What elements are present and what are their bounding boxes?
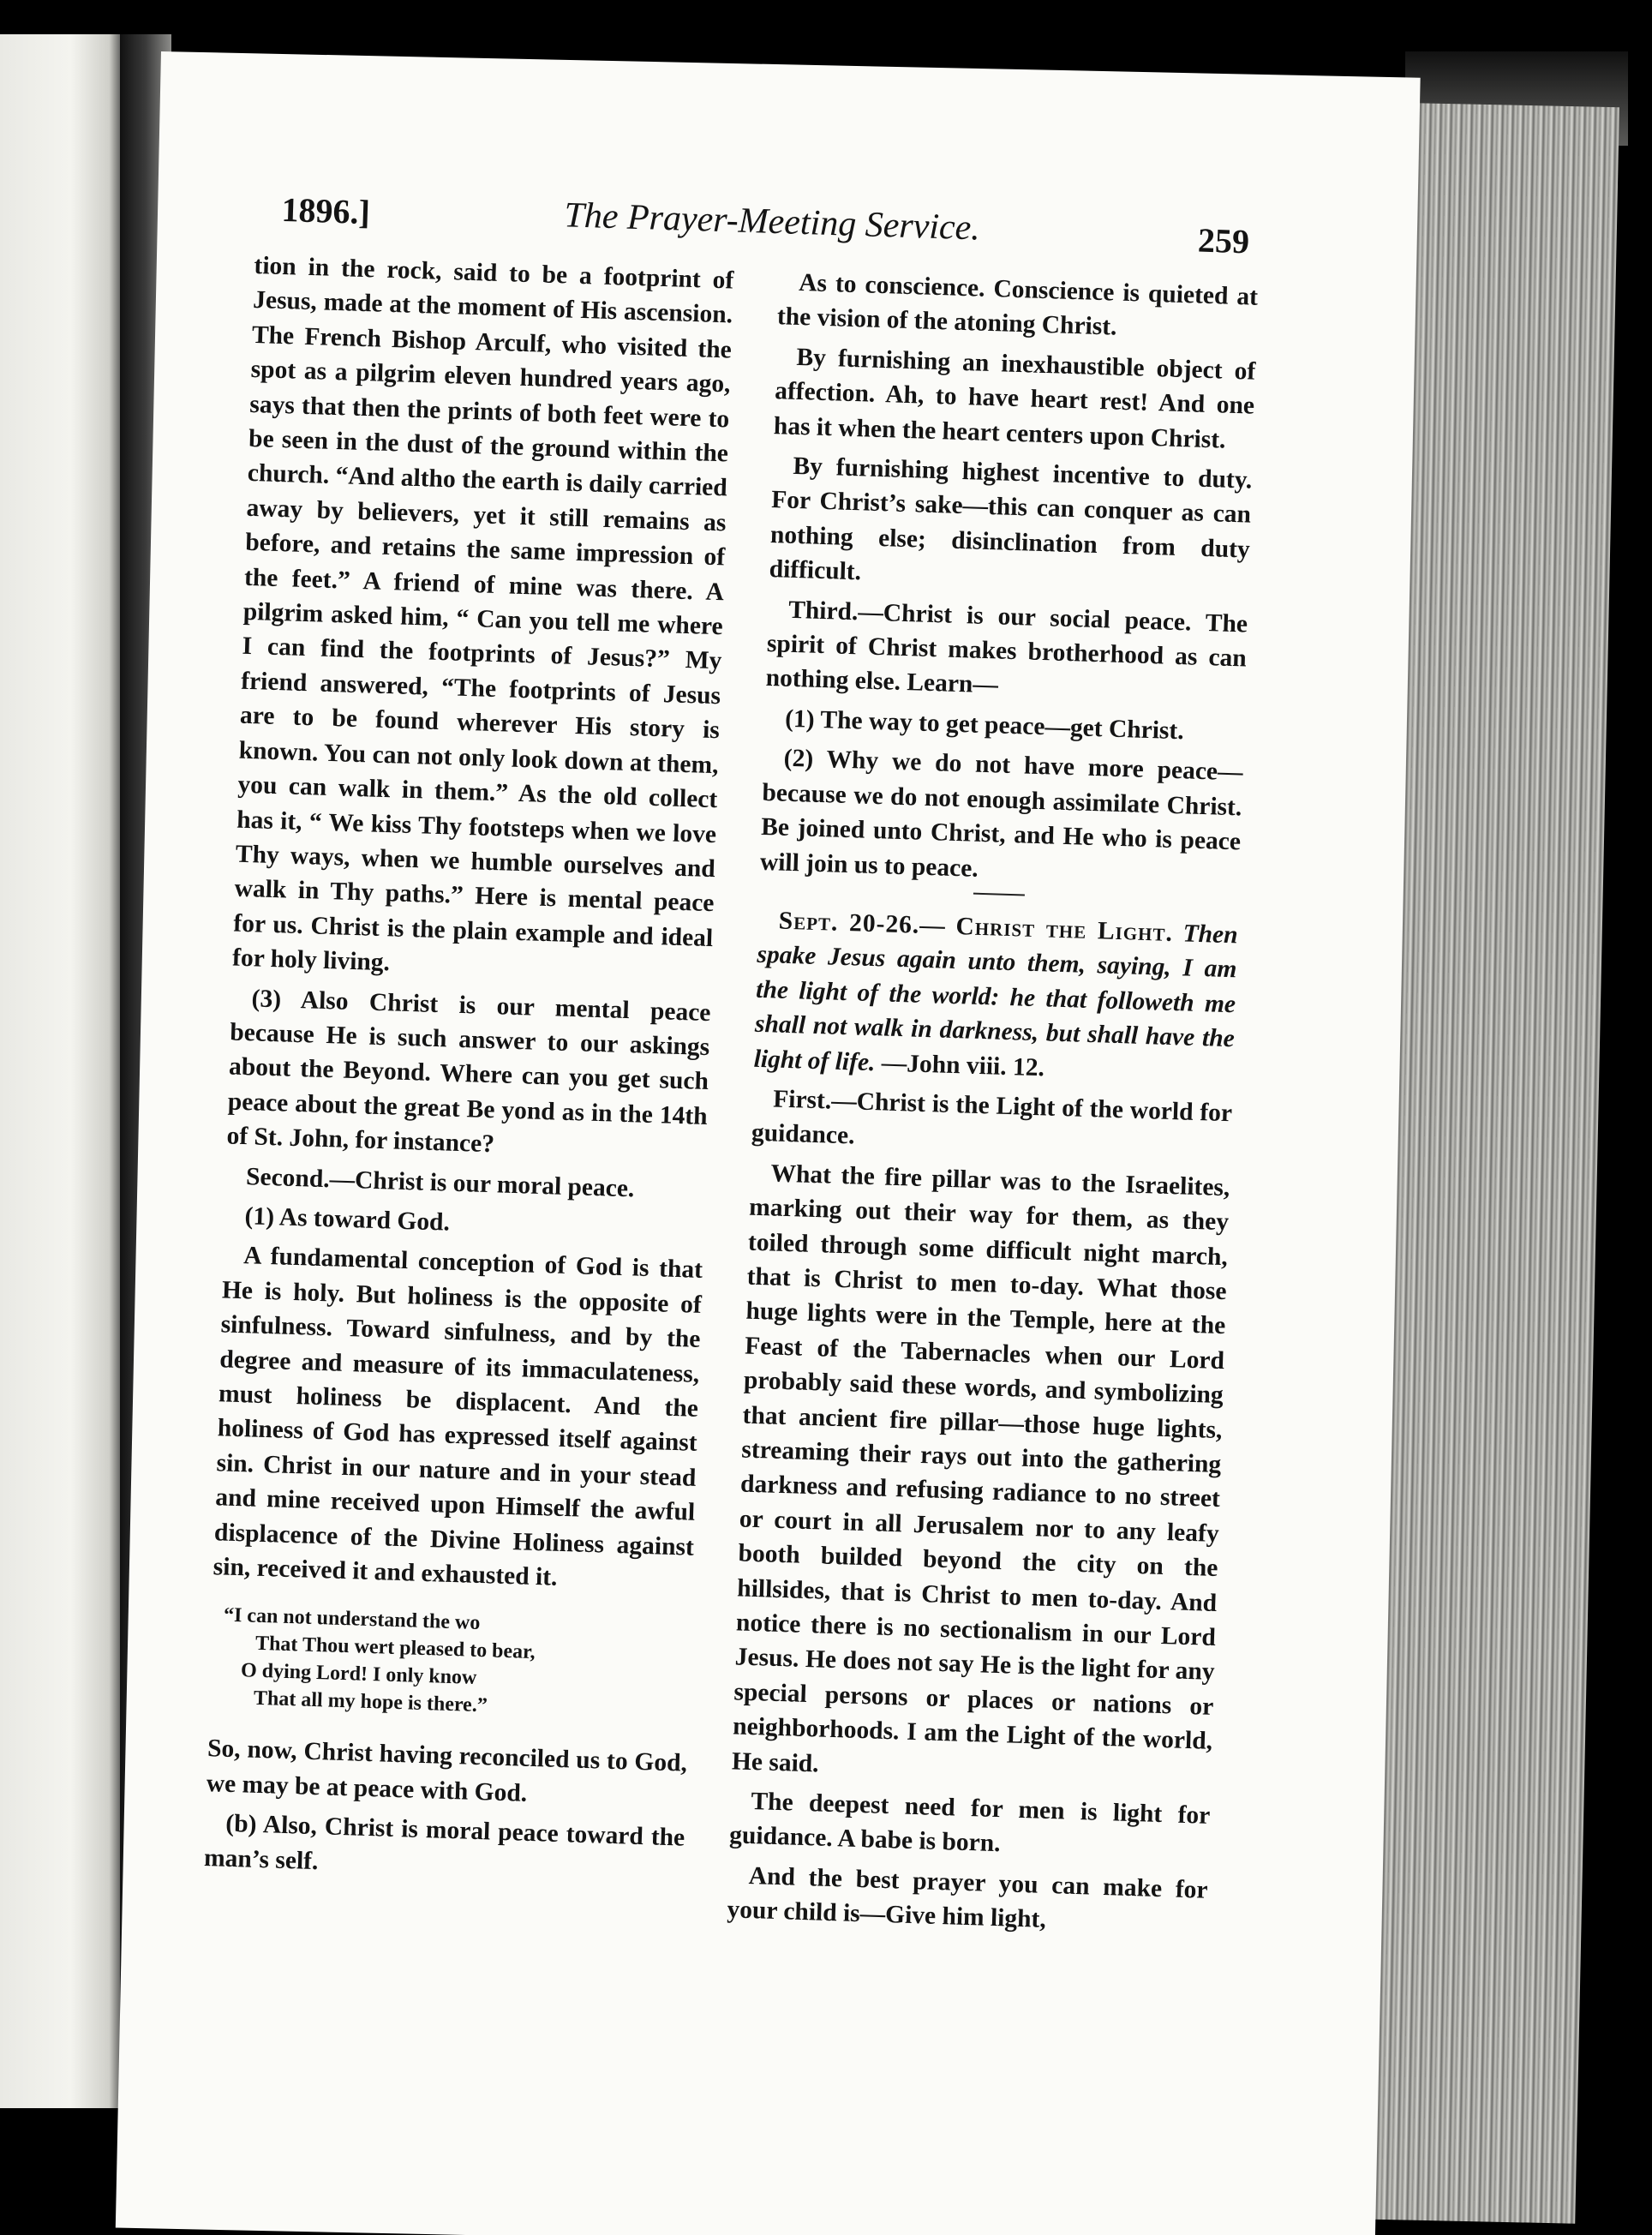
paragraph: What the fire pillar was to the Israelites, marking out their way for them, as they toiled through some difficult night march, that is Christ to men to-day. What those huge lights were in the Temple, here at the Feast of the Tabernacles when our Lord probably said these words, and symbolizing that ancient fire pillar—those huge lights, streaming their rays out into the gathering darkness and refusing radiance to no street or court in all Jerusalem nor to any leafy booth builded beyond the city on the hillsides, that is Christ to men to-day. And notice there is no sectionalism in our Lord Jesus. He does not say He is the light for any special persons or places or nations or neighborhoods. I am the Light of the world, He said. [731, 1159, 1230, 1778]
poem-quote [221, 1602, 692, 1726]
running-head-title: The Prayer-Meeting Service. [563, 195, 981, 249]
paragraph: Second.—Christ is our moral peace. [245, 1162, 635, 1202]
section-date: Sept. 20-26.— [778, 907, 947, 940]
paragraph: And the best prayer you can make for your child is—Give him light, [727, 1861, 1209, 1934]
facing-page-edge [0, 34, 129, 2108]
paragraph: tion in the rock, said to be a footprint of Jesus, made at the moment of His ascension. The French Bishop Arculf, who visited the spot as a pilgrim eleven hundred years ago, says that then the prints of both feet were to be seen in the dust of the ground within the church. “And altho the earth is daily carried away by believers, yet it still remains as before, and retains the same impression of the feet.” A friend of mine was there. A pilgrim asked him, “ Can you tell me where I can find the footprints of Jesus?” My friend answered, “The footprints of Jesus are to be found wherever His story is known. You can not only look down at them, you can walk in them.” As the old collect has it, “ We kiss Thy footsteps when we love Thy ways, when we humble ourselves and walk in Thy paths.” Here is mental peace for us. Christ is the plain example and ideal for holy living. [231, 251, 734, 977]
scripture-text: Then spake Jesus again unto them, saying, I am the light of the world: he that followeth me shall not walk in darkness, but shall have the light of life. [753, 920, 1239, 1076]
page-text [202, 171, 1267, 1948]
paragraph: By furnishing an inexhaustible object of affection. Ah, to have heart rest! And one has it when the heart centers upon Christ. [773, 343, 1256, 454]
two-column-body [202, 249, 1266, 1948]
paragraph: (2) Why we do not have more peace—because we do not enough assimilate Christ. Be joined unto Christ, and He who is peace will join us to peace. [759, 744, 1244, 883]
paragraph: As to conscience. Conscience is quieted at the vision of the atoning Christ. [776, 268, 1259, 342]
poem-line: That all my hope is there.” [253, 1687, 488, 1717]
section-title: Christ the Light. [955, 912, 1174, 947]
paragraph: Third.—Christ is our social peace. The spirit of Christ makes brotherhood as can nothing else. Learn— [765, 596, 1248, 699]
section-heading [753, 903, 1238, 1092]
running-head-year: 1896.] [280, 189, 371, 232]
paragraph: (b) Also, Christ is moral peace toward the man’s self. [203, 1810, 685, 1875]
right-column [727, 265, 1259, 1947]
poem-line: O dying Lord! I only know [240, 1659, 477, 1690]
paragraph: (1) As toward God. [244, 1202, 451, 1237]
poem-line: That Thou wert pleased to bear, [254, 1633, 536, 1664]
paragraph: (1) The way to get peace—get Christ. [784, 704, 1185, 746]
paragraph: A fundamental conception of God is that He is holy. But holiness is the opposite of sinfulness. Toward sinfulness, and by the degree and measure of its immaculateness, must holiness be displacent. And the holiness of God has expressed itself against sin. Christ in our nature and in your stead and mine received upon Himself the awful displacence of the Divine Holiness against sin, received it and exhausted it. [212, 1242, 703, 1591]
paragraph: (3) Also Christ is our mental peace because He is such answer to our askings about the Beyond. Where can you get such peace about the great Be yond as in the 14th of St. John, for instance? [226, 984, 711, 1159]
poem-line: “I can not understand the wo [223, 1604, 481, 1635]
paragraph: First.—Christ is the Light of the world for guidance. [751, 1085, 1233, 1150]
left-column [202, 249, 734, 1931]
paragraph: The deepest need for men is light for guidance. A babe is born. [728, 1788, 1211, 1858]
scripture-reference: —John viii. 12. [881, 1048, 1045, 1082]
section-divider [973, 893, 1025, 896]
paragraph: By furnishing highest incentive to duty. For Christ’s sake—this can conquer as can nothing else; disinclination from duty difficult. [769, 452, 1253, 586]
paragraph: So, now, Christ having reconciled us to God, we may be at peace with God. [206, 1735, 688, 1807]
page-number: 259 [1197, 220, 1250, 261]
